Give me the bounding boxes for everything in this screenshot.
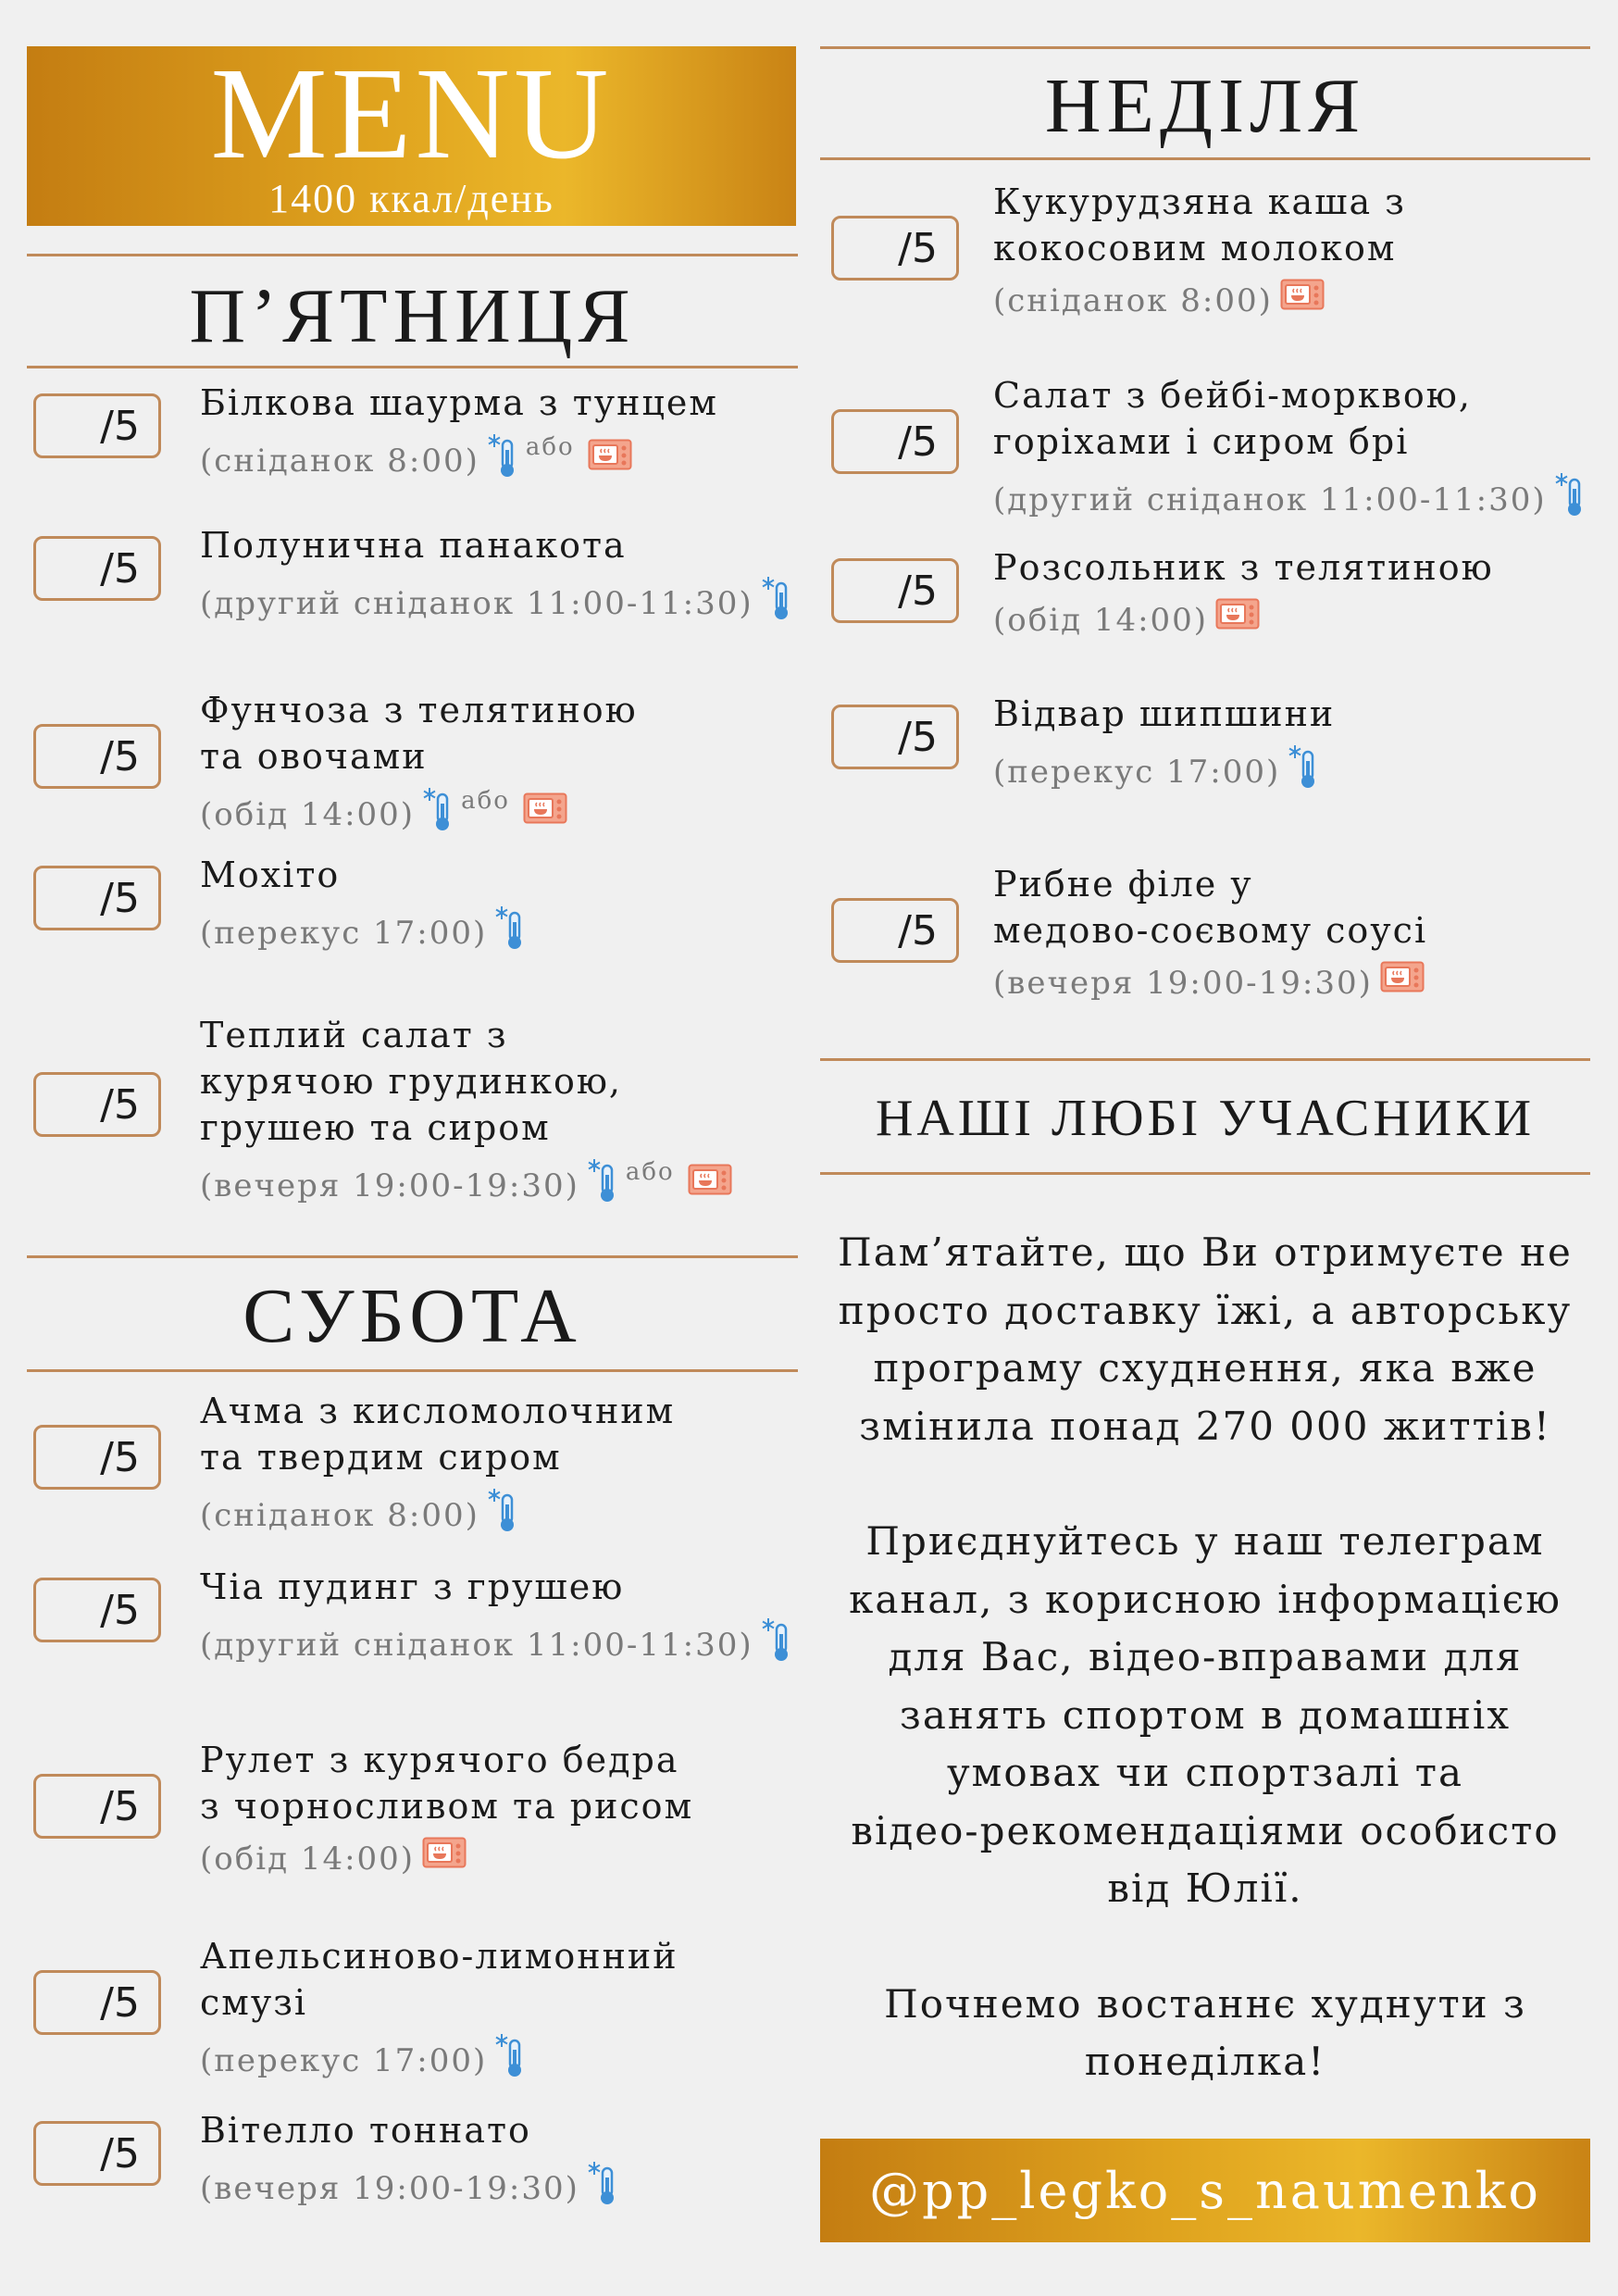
thermometer-snowflake-icon [761,576,794,630]
meal-time-label: (сніданок 8:00) [200,442,479,480]
members-paragraph-line: просто доставку їжі, а авторську [838,1287,1573,1333]
dish-name [993,179,1406,271]
divider [27,254,798,256]
members-paragraph-line: програму схуднення, яка вже [873,1345,1537,1391]
dish-name [200,380,718,426]
meal-time-label: (сніданок 8:00) [200,1496,479,1534]
members-paragraph-line: умовах чи спортзалі та [946,1750,1464,1795]
meal-time-label: (перекус 17:00) [993,753,1281,791]
microwave-icon [523,792,567,836]
meal-time [993,472,1587,527]
rating-box[interactable]: /5 [33,2121,161,2186]
meal-time [993,598,1260,642]
meal-time [993,279,1325,322]
meal-time-label: (перекус 17:00) [200,914,488,952]
thermometer-snowflake-icon [587,2161,620,2215]
dish-name [200,2107,531,2153]
meal-time [200,2161,620,2215]
divider [820,157,1590,160]
members-paragraph [820,1976,1590,2091]
rating-box[interactable]: /5 [831,705,959,769]
social-handle-banner [820,2139,1590,2242]
divider [27,1255,798,1258]
dish-name-line: Апельсиново-лимонний [200,1936,678,1977]
rating-box[interactable]: /5 [831,409,959,474]
microwave-icon [1280,279,1325,322]
rating-box[interactable]: /5 [33,536,161,601]
meal-time-label: (обід 14:00) [200,1840,416,1878]
dish-name [200,1012,622,1151]
meal-time [200,1837,467,1880]
dish-name [200,1737,693,1829]
dish-name-line: Ачма з кисломолочним [200,1391,676,1431]
divider [820,46,1590,49]
menu-header-banner [27,40,796,226]
members-paragraph-line: від Юлії. [1107,1866,1303,1911]
thermometer-snowflake-icon [1288,744,1321,799]
dish-name [993,691,1335,737]
meal-time [200,1488,520,1542]
thermometer-snowflake-icon [494,905,528,960]
dish-name-line: курячою грудинкою, [200,1061,623,1102]
dish-name [200,1933,678,2026]
dish-name-line: та овочами [200,736,428,777]
meal-time-label: (сніданок 8:00) [993,281,1273,319]
dish-name-line: горіхами і сиром брі [993,421,1410,462]
meal-time-label: (другий сніданок 11:00-11:30) [200,1626,753,1664]
meal-time-label: (вечеря 19:00-19:30) [993,964,1373,1002]
meal-time [200,576,794,630]
dish-name-line: Фунчоза з телятиною [200,690,638,730]
meal-time-label: (вечеря 19:00-19:30) [200,2169,579,2207]
members-paragraph-line: відео-рекомендаціями особисто [851,1807,1560,1853]
dish-name-line: Полунична панакота [200,525,627,566]
thermometer-snowflake-icon [761,1617,794,1672]
menu-title: MENU [210,40,613,186]
rating-box[interactable]: /5 [33,1970,161,2035]
dish-name-line: медово-соєвому соусі [993,910,1428,951]
members-paragraph-line: Почнемо востаннє худнути з [884,1980,1526,2027]
dish-name-line: та твердим сиром [200,1437,562,1478]
members-paragraph-line: Приєднуйтесь у наш телеграм [865,1518,1545,1564]
dish-name [200,687,638,780]
dish-name [993,372,1472,465]
thermometer-snowflake-icon [422,787,455,842]
dish-name-line: Мохіто [200,855,341,895]
dish-name-line: Чіа пудинг з грушею [200,1566,625,1607]
meal-time-label: (обід 14:00) [993,601,1209,639]
members-paragraph [820,1224,1590,1455]
microwave-icon [688,1164,732,1207]
meal-time [200,787,567,842]
meal-time-label: (обід 14:00) [200,795,416,833]
dish-name-line: Відвар шипшини [993,693,1336,734]
dish-name-line: Рибне філе у [993,864,1253,905]
meal-time [993,744,1321,799]
members-paragraph [820,1513,1590,1918]
divider [27,366,798,368]
day-title-friday: П’ЯТНИЦЯ [189,273,636,359]
divider [820,1172,1590,1175]
members-paragraph-line: занять спортом в домашніх [899,1691,1512,1738]
dish-name [200,1388,675,1480]
dish-name [200,852,340,898]
dish-name [993,861,1427,954]
microwave-icon [1215,598,1260,642]
rating-box[interactable]: /5 [33,1774,161,1839]
dish-name-line: кокосовим молоком [993,228,1397,268]
meal-time-label: (другий сніданок 11:00-11:30) [200,584,753,622]
dish-name-line: Теплий салат з [200,1015,508,1055]
thermometer-snowflake-icon [1554,472,1587,527]
social-handle: @pp_legko_s_naumenko [869,2161,1541,2220]
dish-name-line: Кукурудзяна каша з [993,181,1406,222]
rating-box[interactable]: /5 [33,393,161,458]
dish-name-line: смузі [200,1982,308,2023]
meal-time-label: (вечеря 19:00-19:30) [200,1167,579,1204]
meal-time [200,1158,732,1213]
dish-name-line: Білкова шаурма з тунцем [200,382,718,423]
rating-box[interactable]: /5 [33,1578,161,1642]
thermometer-snowflake-icon [487,1488,520,1542]
meal-time [993,961,1425,1004]
meal-time-label: (перекус 17:00) [200,2041,488,2079]
microwave-icon [588,439,632,482]
rating-box[interactable]: /5 [33,1425,161,1490]
thermometer-snowflake-icon [494,2033,528,2088]
rating-box[interactable]: /5 [831,558,959,623]
microwave-icon [422,1837,467,1880]
day-title-saturday: СУБОТА [243,1273,582,1359]
dish-name-line: Салат з бейбі-морквою, [993,375,1472,416]
thermometer-snowflake-icon [487,433,520,488]
meal-time [200,905,528,960]
divider [27,1369,798,1372]
microwave-icon [1380,961,1425,1004]
meal-time [200,1617,794,1672]
members-paragraph-line: понеділка! [1084,2039,1326,2084]
calorie-subtitle: 1400 ккал/день [268,176,554,221]
meal-time-label: (другий сніданок 11:00-11:30) [993,480,1547,518]
members-title: НАШІ ЛЮБІ УЧАСНИКИ [875,1090,1536,1147]
members-paragraph-line: Пам’ятайте, що Ви отримуєте не [838,1229,1573,1275]
meal-time [200,2033,528,2088]
or-label: або [461,787,510,815]
rating-box[interactable]: /5 [33,724,161,789]
dish-name-line: грушею та сиром [200,1107,551,1148]
rating-box[interactable]: /5 [831,216,959,281]
members-paragraph-line: змінила понад 270 000 життів! [859,1403,1551,1449]
dish-name [200,522,627,568]
members-paragraph-line: канал, з корисною інформацією [849,1576,1562,1622]
dish-name-line: з чорносливом та рисом [200,1786,694,1827]
rating-box[interactable]: /5 [831,898,959,963]
or-label: або [525,433,575,461]
dish-name [993,544,1494,591]
thermometer-snowflake-icon [587,1158,620,1213]
rating-box[interactable]: /5 [33,866,161,930]
dish-name-line: Рулет з курячого бедра [200,1740,679,1780]
members-message [820,1224,1590,2149]
or-label: або [625,1158,675,1186]
rating-box[interactable]: /5 [33,1072,161,1137]
day-title-sunday: НЕДІЛЯ [1044,63,1366,149]
divider [820,1058,1590,1061]
dish-name [200,1564,624,1610]
members-paragraph-line: для Вас, відео-вправами для [888,1634,1523,1679]
dish-name-line: Вітелло тоннато [200,2110,531,2151]
meal-time [200,433,632,488]
dish-name-line: Розсольник з телятиною [993,547,1494,588]
